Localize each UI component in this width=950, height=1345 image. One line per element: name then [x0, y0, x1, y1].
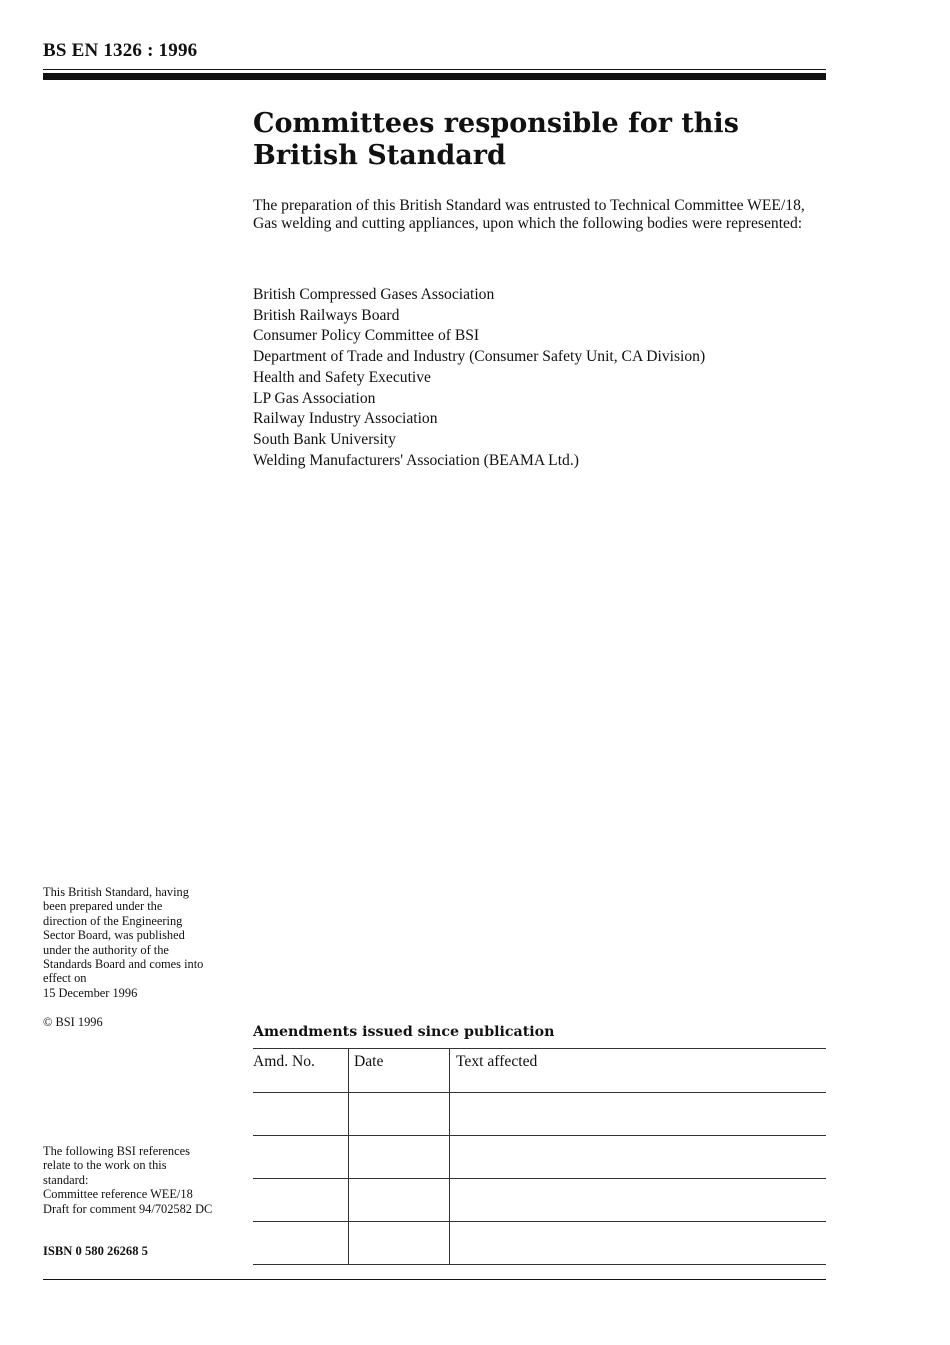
- column-header-date: Date: [349, 1049, 450, 1093]
- note-line: Sector Board, was published: [43, 928, 185, 943]
- list-item: British Railways Board: [253, 306, 400, 324]
- table-row: [253, 1093, 826, 1136]
- header-rule-thin: [43, 69, 826, 70]
- table-cell: [450, 1222, 827, 1265]
- list-item: LP Gas Association: [253, 389, 376, 407]
- note-line: relate to the work on this: [43, 1158, 167, 1173]
- table-cell: [349, 1093, 450, 1136]
- document-code: BS EN 1326 : 1996: [43, 40, 198, 61]
- effective-date: 15 December 1996: [43, 985, 138, 1000]
- list-item: Department of Trade and Industry (Consumer Safety Unit, CA Division): [253, 348, 706, 366]
- publication-authority-note: [43, 885, 235, 1000]
- note-line: Standards Board and comes into: [43, 957, 204, 972]
- isbn: ISBN 0 580 26268 5: [43, 1244, 148, 1258]
- list-item: Consumer Policy Committee of BSI: [253, 327, 480, 345]
- list-item: Welding Manufacturers' Association (BEAMA Ltd.): [253, 451, 579, 469]
- intro-paragraph: The preparation of this British Standard was entrusted to Technical Committee WEE/18, Gas welding and cutting appliances, upon which the following bodies were represented:: [253, 197, 805, 232]
- list-item: South Bank University: [253, 430, 396, 448]
- amendments-table: [253, 1048, 826, 1265]
- page-title: [253, 108, 813, 172]
- table-row: [253, 1136, 826, 1179]
- table-cell: [349, 1179, 450, 1222]
- list-item: British Compressed Gases Association: [253, 286, 495, 303]
- table-cell: [253, 1222, 349, 1265]
- committee-reference: Committee reference WEE/18: [43, 1187, 193, 1202]
- note-line: direction of the Engineering: [43, 913, 183, 928]
- note-line: been prepared under the: [43, 899, 163, 914]
- table-cell: [349, 1222, 450, 1265]
- table-cell: [253, 1136, 349, 1179]
- column-header-amd-no: Amd. No.: [253, 1049, 349, 1093]
- note-line: under the authority of the: [43, 942, 169, 957]
- table-cell: [349, 1136, 450, 1179]
- bsi-references-note: [43, 1144, 235, 1216]
- list-item: Health and Safety Executive: [253, 368, 431, 386]
- table-cell: [253, 1179, 349, 1222]
- draft-reference: Draft for comment 94/702582 DC: [43, 1201, 213, 1216]
- table-header-row: [253, 1049, 826, 1093]
- table-row: [253, 1222, 826, 1265]
- list-item: Railway Industry Association: [253, 410, 438, 428]
- note-line: This British Standard, having: [43, 885, 189, 899]
- note-line: effect on: [43, 971, 87, 986]
- table-row: [253, 1179, 826, 1222]
- table-cell: [450, 1136, 827, 1179]
- table-cell: [450, 1093, 827, 1136]
- page-title-line-2: British Standard: [253, 140, 506, 171]
- note-line: The following BSI references: [43, 1144, 190, 1158]
- amendments-title: Amendments issued since publication: [253, 1024, 555, 1040]
- represented-bodies-list: [253, 285, 705, 471]
- footer-rule: [43, 1279, 826, 1280]
- column-header-text-affected: Text affected: [450, 1049, 827, 1093]
- note-line: standard:: [43, 1172, 89, 1187]
- copyright-notice: © BSI 1996: [43, 1015, 103, 1029]
- table-cell: [253, 1093, 349, 1136]
- page-title-line-1: Committees responsible for this: [253, 108, 739, 139]
- header-rule-thick: [43, 73, 826, 80]
- table-cell: [450, 1179, 827, 1222]
